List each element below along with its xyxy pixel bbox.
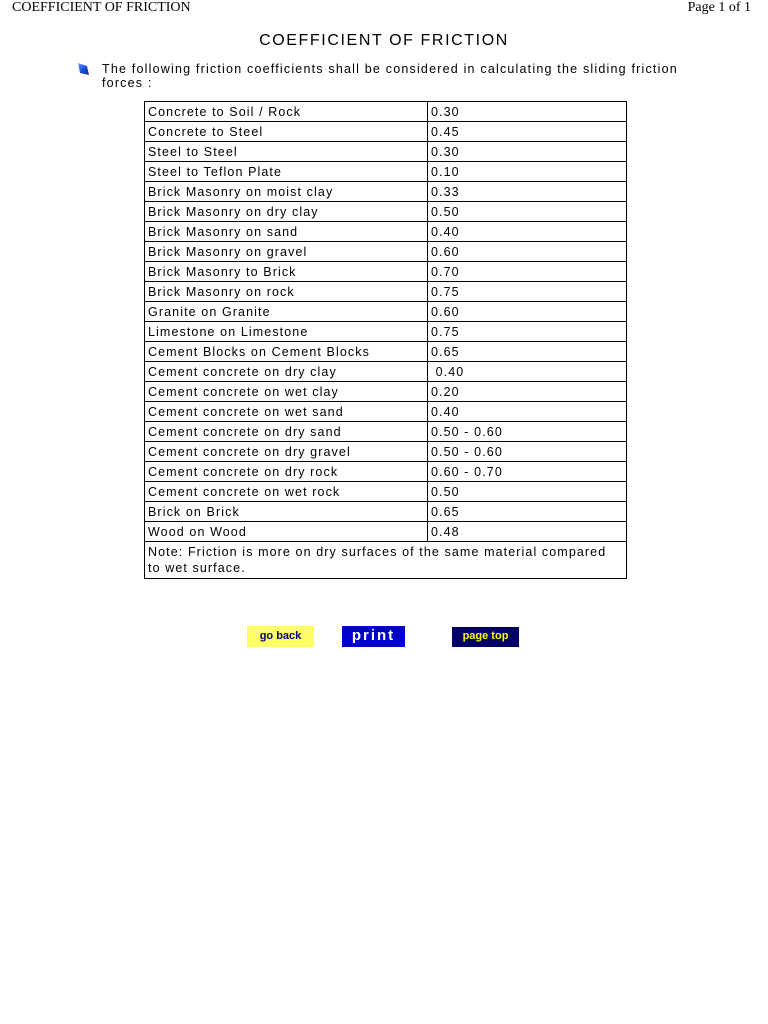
coefficient-cell: 0.75 [428, 282, 627, 302]
material-cell: Cement Blocks on Cement Blocks [145, 342, 428, 362]
material-cell: Wood on Wood [145, 522, 428, 542]
print-button[interactable]: print [342, 626, 405, 647]
material-cell: Cement concrete on dry sand [145, 422, 428, 442]
material-cell: Steel to Teflon Plate [145, 162, 428, 182]
table-row [145, 182, 627, 202]
coefficient-cell: 0.45 [428, 122, 627, 142]
table-row [145, 362, 627, 382]
table-note-row [145, 542, 627, 579]
material-cell: Brick Masonry on rock [145, 282, 428, 302]
material-cell: Brick Masonry on moist clay [145, 182, 428, 202]
table-row [145, 382, 627, 402]
table-row [145, 222, 627, 242]
coefficient-cell: 0.40 [428, 222, 627, 242]
table-row [145, 262, 627, 282]
table-row [145, 322, 627, 342]
material-cell: Brick Masonry on gravel [145, 242, 428, 262]
intro-text: The following friction coefficients shall be considered in calculating the sliding friction forces : [102, 62, 678, 90]
table-row [145, 442, 627, 462]
material-cell: Cement concrete on dry rock [145, 462, 428, 482]
blue-square-bullet-icon [78, 63, 89, 75]
table-row [145, 162, 627, 182]
table-row [145, 522, 627, 542]
coefficient-cell: 0.20 [428, 382, 627, 402]
material-cell: Concrete to Soil / Rock [145, 102, 428, 122]
table-row [145, 242, 627, 262]
material-cell: Brick Masonry on sand [145, 222, 428, 242]
coefficient-cell: 0.30 [428, 142, 627, 162]
table-row [145, 202, 627, 222]
table-row [145, 342, 627, 362]
material-cell: Cement concrete on dry gravel [145, 442, 428, 462]
coefficient-cell: 0.30 [428, 102, 627, 122]
material-cell: Brick Masonry on dry clay [145, 202, 428, 222]
material-cell: Steel to Steel [145, 142, 428, 162]
material-cell: Granite on Granite [145, 302, 428, 322]
table-row [145, 142, 627, 162]
friction-coefficient-table [144, 101, 627, 579]
coefficient-cell: 0.60 [428, 242, 627, 262]
table-row [145, 422, 627, 442]
table-row [145, 502, 627, 522]
table-row [145, 302, 627, 322]
coefficient-cell: 0.50 [428, 202, 627, 222]
coefficient-cell: 0.50 [428, 482, 627, 502]
table-row [145, 282, 627, 302]
coefficient-cell: 0.40 [428, 362, 627, 382]
coefficient-cell: 0.33 [428, 182, 627, 202]
table-row [145, 122, 627, 142]
material-cell: Cement concrete on wet clay [145, 382, 428, 402]
coefficient-cell: 0.10 [428, 162, 627, 182]
go-back-button[interactable]: go back [247, 626, 314, 647]
material-cell: Cement concrete on wet sand [145, 402, 428, 422]
material-cell: Limestone on Limestone [145, 322, 428, 342]
coefficient-cell: 0.65 [428, 502, 627, 522]
table-row [145, 402, 627, 422]
table-note: Note: Friction is more on dry surfaces of the same material compared to wet surface. [145, 542, 627, 579]
table-row [145, 482, 627, 502]
material-cell: Brick Masonry to Brick [145, 262, 428, 282]
coefficient-cell: 0.60 [428, 302, 627, 322]
material-cell: Brick on Brick [145, 502, 428, 522]
coefficient-cell: 0.70 [428, 262, 627, 282]
coefficient-cell: 0.50 - 0.60 [428, 422, 627, 442]
intro-paragraph [78, 62, 698, 90]
print-header-title: COEFFICIENT OF FRICTION [12, 0, 191, 15]
table-row [145, 102, 627, 122]
table-row [145, 462, 627, 482]
page-top-button[interactable]: page top [452, 627, 519, 647]
material-cell: Concrete to Steel [145, 122, 428, 142]
print-header-page-number: Page 1 of 1 [687, 0, 751, 15]
coefficient-cell: 0.50 - 0.60 [428, 442, 627, 462]
coefficient-cell: 0.40 [428, 402, 627, 422]
page-title: COEFFICIENT OF FRICTION [259, 32, 509, 49]
material-cell: Cement concrete on dry clay [145, 362, 428, 382]
coefficient-cell: 0.75 [428, 322, 627, 342]
material-cell: Cement concrete on wet rock [145, 482, 428, 502]
print-header [0, 0, 768, 18]
coefficient-cell: 0.65 [428, 342, 627, 362]
coefficient-cell: 0.60 - 0.70 [428, 462, 627, 482]
coefficient-cell: 0.48 [428, 522, 627, 542]
